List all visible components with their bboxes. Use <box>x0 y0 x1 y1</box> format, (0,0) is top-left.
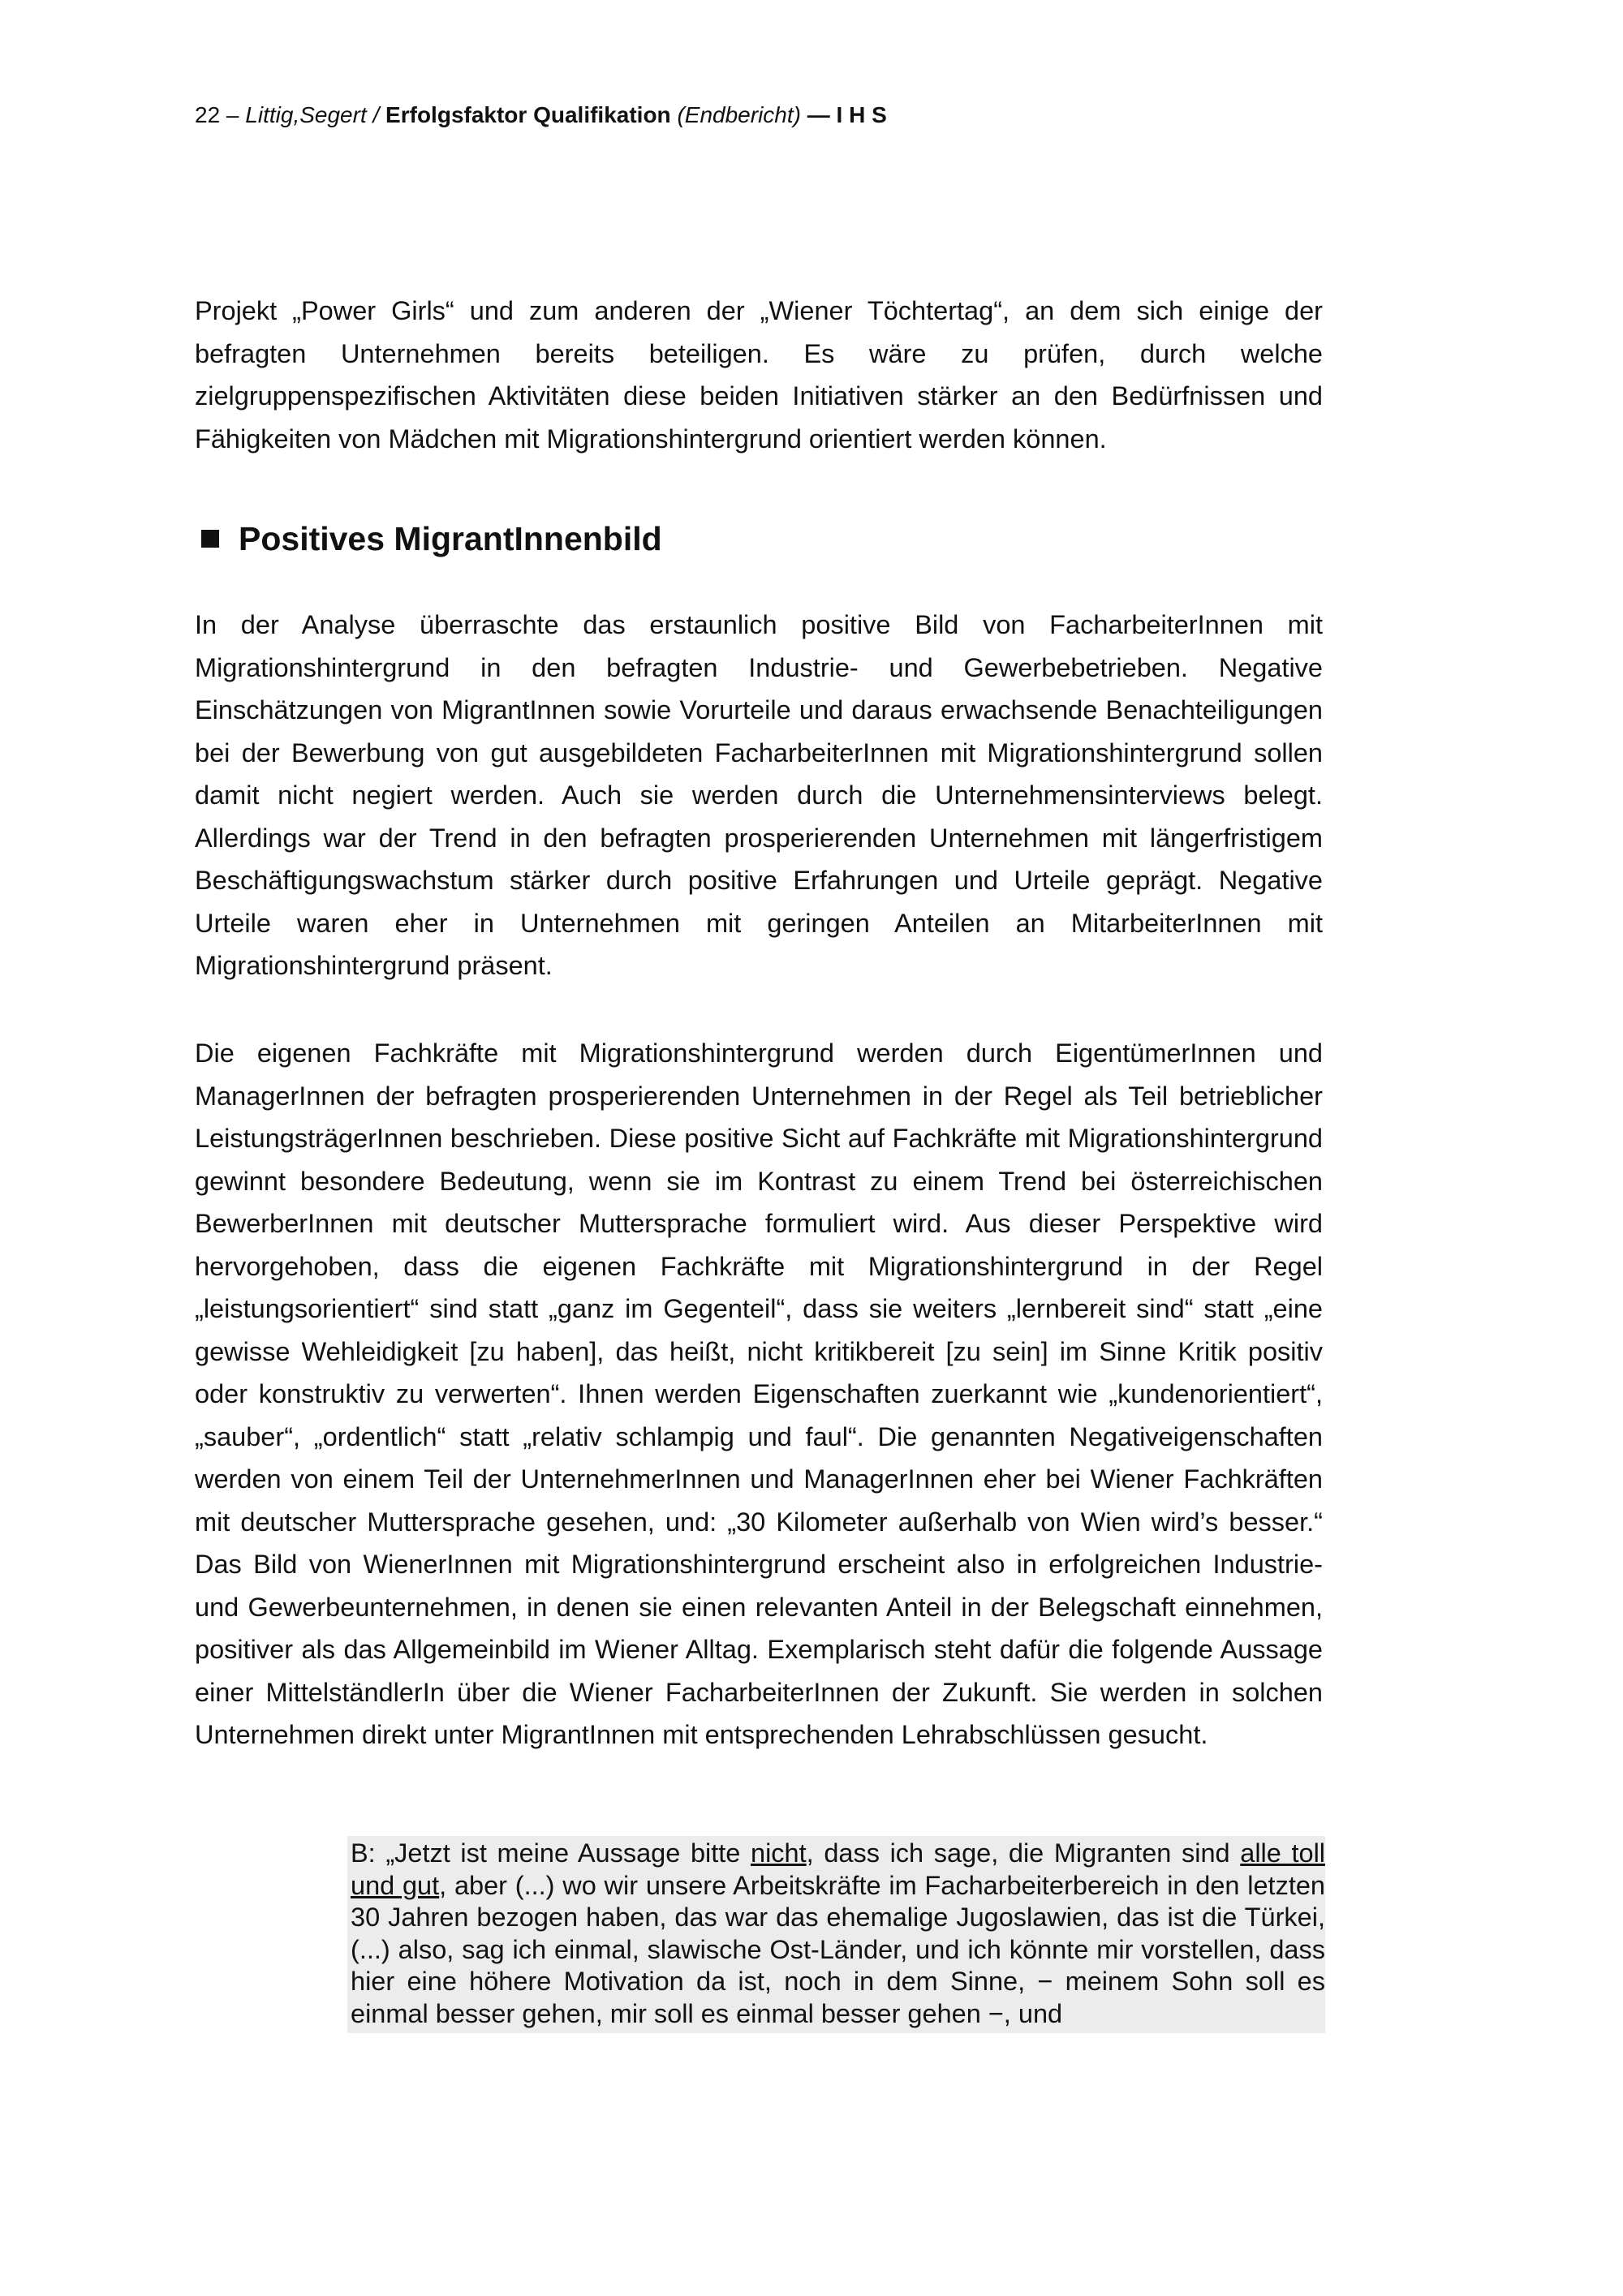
header-authors: Littig,Segert / <box>245 102 380 127</box>
intro-paragraph: Projekt „Power Girls“ und zum anderen der „Wiener Töchtertag“, an dem sich einige der befragten Unternehmen bereits beteiligen. Es wäre zu prüfen, durch welche zielgruppenspezifischen Aktivitäten diese beiden Initiativen stärker an den Bedürfnissen und Fähigkeiten von Mädchen mit Migrationshintergrund orientiert werden können. <box>195 296 1323 454</box>
body-paragraph-1: In der Analyse überraschte das erstaunlich positive Bild von FacharbeiterInnen mit Migrationshintergrund in den befragten Industrie- und Gewerbebetrieben. Negative Einschätzungen von MigrantInnen sowie Vorurteile und daraus erwachsende Benachteiligungen bei der Bewerbung von gut ausgebildeten FacharbeiterInnen mit Migrationshintergrund sollen damit nicht negiert werden. Auch sie werden durch die Unternehmensinterviews belegt. Allerdings war der Trend in den befragten prosperierenden Unternehmen mit längerfristigem Beschäftigungswachstum stärker durch positive Erfahrungen und Urteile geprägt. Negative Urteile waren eher in Unternehmen mit geringen Anteilen an MitarbeiterInnen mit Migrationshintergrund präsent. <box>195 610 1323 980</box>
quote-underlined-2: alle toll und gut <box>351 1838 1326 1900</box>
page-number: 22 <box>195 102 221 127</box>
interview-quote <box>347 1836 1325 2033</box>
section-heading <box>201 517 662 561</box>
quote-underlined-1: nicht <box>751 1838 807 1868</box>
header-separator: – <box>220 102 246 127</box>
header-report-type: (Endbericht) <box>677 102 801 127</box>
running-header <box>195 101 887 130</box>
square-bullet-icon <box>201 530 219 548</box>
section-heading-text: Positives MigrantInnenbild <box>239 520 662 557</box>
quote-text-2: , dass ich sage, die Migranten sind <box>806 1838 1241 1868</box>
quote-text-1: B: „Jetzt ist meine Aussage bitte <box>351 1838 751 1868</box>
body-paragraph-2: Die eigenen Fachkräfte mit Migrationshintergrund werden durch EigentümerInnen und ManagerInnen der befragten prosperierenden Unternehmen in der Regel als Teil betrieblicher LeistungsträgerInnen beschrieben. Diese positive Sicht auf Fachkräfte mit Migrationshintergrund gewinnt besondere Bedeutung, wenn sie im Kontrast zu einem Trend bei österreichischen BewerberInnen mit deutscher Muttersprache formuliert wird. Aus dieser Perspektive wird hervorgehoben, dass die eigenen Fachkräfte mit Migrationshintergrund in der Regel „leistungsorientiert“ sind statt „ganz im Gegenteil“, dass sie weiters „lernbereit sind“ statt „eine gewisse Wehleidigkeit [zu haben], das heißt, nicht kritikbereit [zu sein] im Sinne Kritik positiv oder konstruktiv zu verwerten“. Ihnen werden Eigenschaften zuerkannt wie „kundenorientiert“, „sauber“, „ordentlich“ statt „relativ schlampig und faul“. Die genannten Negativeigenschaften werden von einem Teil der UnternehmerInnen und ManagerInnen eher bei Wiener Fachkräften mit deutscher Muttersprache gesehen, und: „30 Kilometer außerhalb von Wien wird’s besser.“ Das Bild von WienerInnen mit Migrationshintergrund erscheint also in erfolgreichen Industrie- und Gewerbeunternehmen, in denen sie einen relevanten Anteil in der Belegschaft einnehmen, positiver als das Allgemeinbild im Wiener Alltag. Exemplarisch steht dafür die folgende Aussage einer MittelständlerIn über die Wiener FacharbeiterInnen der Zukunft. Sie werden in solchen Unternehmen direkt unter MigrantInnen mit entsprechenden Lehrabschlüssen gesucht. <box>195 1038 1323 1749</box>
header-title: Erfolgsfaktor Qualifikation <box>379 102 678 127</box>
header-institute: — I H S <box>800 102 887 127</box>
quote-text-3: , aber (...) wo wir unsere Arbeitskräfte im Facharbeiterbereich in den letzten 30 Jahren bezogen haben, das war das ehemalige Jugoslawien, das ist die Türkei, (...) also, sag ich einmal, slawische Ost-Länder, und ich könnte mir vorstellen, dass hier eine höhere Motivation da ist, noch in dem Sinne, − meinem Sohn soll es einmal besser gehen, mir soll es einmal besser gehen −, und <box>351 1870 1325 2028</box>
